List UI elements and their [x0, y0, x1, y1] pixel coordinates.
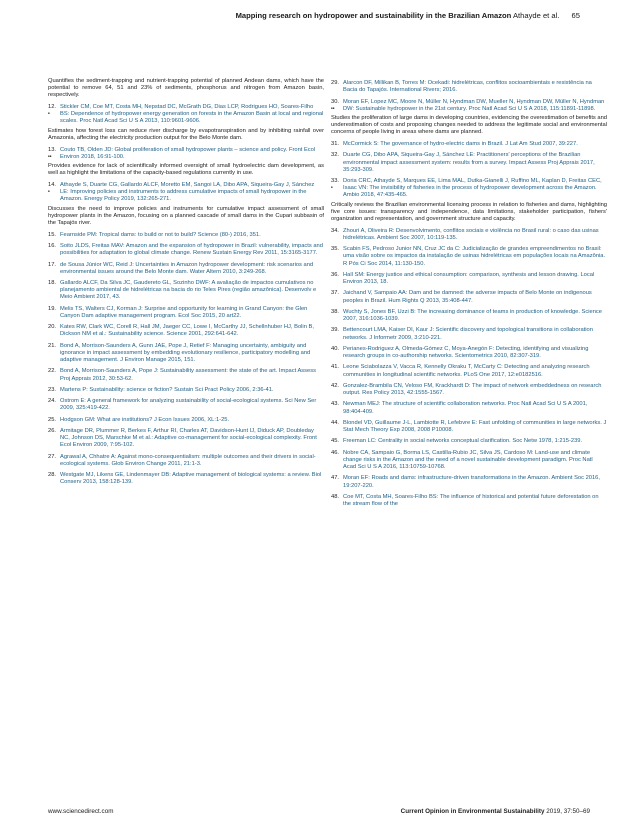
reference-number-label: 30. — [331, 98, 339, 105]
reference-citation-link[interactable]: McCormick S: The governance of hydro-electric dams in Brazil. J Lat Am Stud 2007, 39:227. — [343, 141, 578, 148]
reference-citation-link[interactable]: Scabin FS, Pedroso Junior NN, Cruz JC da C: Judicialização de grandes empreendimentos no Brasil: uma visão sobre os impactos da instalação de usinas hidrelétricas em populações locais na Amazônia. R Pós Ci Soc 2014, 11:130-150. — [343, 246, 606, 267]
reference-item — [48, 262, 324, 276]
reference-number — [331, 450, 343, 471]
reference-number — [48, 232, 60, 239]
running-header — [236, 11, 580, 20]
reference-citation-link[interactable]: Newman MEJ: The structure of scientific collaboration networks. Proc Natl Acad Sci U S A 2001, 98:404-409. — [343, 401, 588, 415]
reference-number-label: 12. — [48, 104, 56, 111]
reference-number — [331, 99, 343, 113]
reference-item — [48, 243, 324, 257]
reference-item — [48, 343, 324, 364]
reference-number — [48, 417, 60, 424]
reference-number-label: 14. — [48, 182, 56, 189]
reference-citation-link[interactable]: Duarte CG, Dibo APA, Siqueira-Gay J, Sánchez LE: Practitioners' perceptions of the Brazilian environmental impact assessment system: results from a survey. Impact Assess Proj Apprais 2017, 35:293-309. — [343, 152, 595, 173]
reference-item — [48, 417, 324, 424]
reference-number-label: 16. — [48, 243, 56, 250]
reference-citation-link[interactable]: Alarcon DF, Millikan B, Torres M: Ocekadi: hidrelétricas, conflitos socioambientais e resistência na Bacia do Tapajós. International Rivers; 2016. — [343, 80, 592, 94]
reference-number-label: 39. — [331, 327, 339, 334]
reference-item — [331, 178, 607, 199]
reference-item — [331, 141, 607, 148]
reference-number — [48, 454, 60, 468]
reference-item — [331, 290, 607, 304]
reference-citation-link[interactable]: Jaichand V, Sampaio AA: Dam and be damned: the adverse impacts of Belo Monte on indigenous peoples in Brazil. Hum Rights Q 2013, 35:408-447. — [343, 290, 592, 304]
reference-citation-link[interactable]: Zhouri A, Oliveira R: Desenvolvimento, conflitos sociais e violência no Brasil rural: o caso das usinas hidrelétricas. Ambient Soc 2007, 10:119-135. — [343, 227, 599, 241]
reference-number-label: 27. — [48, 453, 56, 460]
reference-item — [48, 368, 324, 382]
reference-number-label: 48. — [331, 493, 339, 500]
reference-citation-link[interactable]: Stickler CM, Coe MT, Costa MH, Nepstad DC, McGrath DG, Dias LCP, Rodrigues HO, Soares-Filho BS: Dependence of hydropower energy generation on forests in the Amazon Basin at local and regional scales. Proc Natl Acad Sci U S A 2013, 110:9601-9606. — [60, 104, 324, 125]
reference-item — [48, 232, 324, 239]
reference-citation-link[interactable]: Wuchty S, Jones BF, Uzzi B: The increasing dominance of teams in production of knowledge. Science 2007, 316:1036-1039. — [343, 308, 602, 323]
footer-citation: 2019, 37:50–69 — [546, 808, 590, 815]
reference-citation-link[interactable]: Gonzalez-Brambila CN, Veloso FM, Krackhardt D: The impact of network embeddedness on research output. Res Policy 2013, 42:1555-1567. — [343, 382, 602, 397]
reference-number-label: 22. — [48, 368, 56, 375]
importance-mark: • — [331, 185, 333, 192]
reference-citation-link[interactable]: Gallardo ALCF, Da Silva JC, Gaudereto GL, Sozinho DWF: A avaliação de impactos cumulativos no planejamento ambiental de hidrelétricas na bacia do rio Teles Pires (região amazônica). Desenvolv e Meio Ambient 2017, 43. — [60, 280, 317, 301]
reference-column-left — [48, 80, 324, 491]
reference-number-label: 20. — [48, 324, 56, 331]
reference-citation-link[interactable]: Moran EF: Roads and dams: infrastructure-driven transformations in the Amazon. Ambient Soc 2016, 19:207-220. — [343, 475, 600, 489]
reference-citation-link[interactable]: Blondel VD, Guillaume J-L, Lambiotte R, Lefebvre E: Fast unfolding of communities in large networks. J Stat Mech Theory Exp 2008, 2008 P10008. — [343, 419, 607, 434]
reference-number-label: 46. — [331, 449, 339, 456]
reference-annotation: Provides evidence for lack of scientifically informed oversight of small hydroelectric dam development, as well as highlight the limitations of the capacity-based regulations currently in use. — [48, 163, 324, 177]
reference-citation-link[interactable]: Westgate MJ, Likens GE, Lindenmayer DB: Adaptive management of biological systems: a review. Biol Conserv 2013, 158:128-139. — [60, 472, 322, 486]
importance-mark: • — [48, 189, 50, 196]
reference-number-label: 42. — [331, 382, 339, 389]
reference-number — [331, 401, 343, 415]
reference-citation-link[interactable]: Armitage DR, Plummer R, Berkes F, Arthur RI, Charles AT, Davidson-Hunt IJ, Diduck AP, Doubleday NC, Johnson DS, Marschke M et al.: Adaptive co-management for social-ecological complexity. Front Ecol Environ 2009, 7:95-102. — [60, 428, 317, 449]
footer-site-link[interactable]: www.sciencedirect.com — [48, 808, 114, 815]
reference-citation-link[interactable]: Leone Sciabolazza V, Vacca R, Kennelly Okraku T, McCarty C: Detecting and analyzing research communities in longitudinal scientific networks. PLoS One 2017, 12:e0182516. — [343, 364, 590, 378]
reference-citation-link[interactable]: Bettencourt LMA, Kaiser DI, Kaur J: Scientific discovery and topological transitions in collaboration networks. J Informetr 2009, 3:210-221. — [343, 327, 593, 341]
reference-item — [331, 80, 607, 94]
reference-citation-link[interactable]: Moran EF, Lopez MC, Moore N, Müller N, Hyndman DW, Mueller N, Hyndman DW, Müller N, Hyndman DW: Sustainable hydropower in the 21st century. Proc Natl Acad Sci U S A 2018, 115:11891-11898. — [343, 98, 605, 112]
reference-citation-link[interactable]: Soito JLDS, Freitas MAV: Amazon and the expansion of hydropower in Brazil: vulnerability, impacts and possibilities for adaptation to global climate change. Renew Sustain Energy Rev 2011, 15:3165-3177. — [60, 243, 323, 257]
reference-citation-link[interactable]: Agrawal A, Chhatre A: Against mono-consequentialism: multiple outcomes and their drivers in social-ecological systems. Glob Environ Change 2011, 21:1-3. — [60, 453, 316, 467]
reference-number-label: 33. — [331, 178, 339, 185]
reference-item — [331, 99, 607, 113]
reference-item — [331, 475, 607, 489]
reference-item — [331, 152, 607, 173]
reference-number-label: 19. — [48, 305, 56, 312]
reference-number — [331, 272, 343, 286]
page-footer — [48, 808, 590, 815]
reference-list-right — [331, 80, 607, 508]
reference-item — [48, 147, 324, 161]
reference-citation-link[interactable]: Ostrom E: A general framework for analyzing sustainability of social-ecological systems. Sci New Ser 2009, 325:419-422. — [60, 398, 317, 412]
reference-number — [48, 368, 60, 382]
reference-number-label: 36. — [331, 271, 339, 278]
reference-number — [331, 152, 343, 173]
reference-number-label: 31. — [331, 141, 339, 148]
reference-item — [331, 228, 607, 242]
reference-number — [331, 327, 343, 341]
reference-number — [48, 243, 60, 257]
reference-number — [331, 141, 343, 148]
reference-citation-link[interactable]: Fearnside PM: Tropical dams: to build or not to build? Science (80-) 2016, 351. — [60, 231, 261, 238]
reference-number — [331, 228, 343, 242]
annotation-intro: Quantifies the sediment-trapping and nutrient-trapping potential of planned Andean dams, which have the potential to remove 64, 51 and 23% of sediments, phosphorus and nitrogen from Amazon basin, respectively. — [48, 78, 324, 99]
reference-number — [48, 280, 60, 301]
reference-number-label: 35. — [331, 246, 339, 253]
reference-item — [48, 387, 324, 394]
reference-number-label: 45. — [331, 438, 339, 445]
reference-item — [48, 454, 324, 468]
reference-citation-link[interactable]: Athayde S, Duarte CG, Gallardo ALCF, Moretto EM, Sangoi LA, Dibo APA, Siqueira-Gay J, Sánchez LE: Improving policies and instruments to address cumulative impacts of small hydropower in the Amazon. Energy Policy 2019, 132:265-271. — [60, 182, 315, 203]
importance-mark: •• — [48, 153, 52, 160]
reference-item — [48, 104, 324, 125]
reference-number-label: 38. — [331, 308, 339, 315]
reference-number — [48, 262, 60, 276]
reference-item — [331, 383, 607, 397]
reference-number — [331, 346, 343, 360]
page-number: 65 — [571, 11, 580, 20]
reference-citation-link[interactable]: Freeman LC: Centrality in social networks conceptual clarification. Soc Netw 1978, 1:215-239. — [343, 438, 583, 445]
reference-number-label: 25. — [48, 416, 56, 423]
reference-item — [331, 401, 607, 415]
reference-item — [48, 324, 324, 338]
reference-number — [331, 494, 343, 508]
reference-number-label: 21. — [48, 342, 56, 349]
reference-item — [48, 428, 324, 449]
reference-item — [331, 346, 607, 360]
reference-column-right — [331, 80, 607, 512]
reference-number-label: 43. — [331, 401, 339, 408]
reference-number — [48, 387, 60, 394]
reference-number — [48, 398, 60, 412]
reference-number-label: 34. — [331, 227, 339, 234]
reference-item — [331, 327, 607, 341]
reference-item — [48, 306, 324, 320]
footer-journal-name: Current Opinion in Environmental Sustainability — [400, 808, 545, 815]
reference-citation-link[interactable]: Doria CRC, Athayde S, Marques EE, Lima MAL, Dutka-Gianelli J, Ruffino ML, Kaplan D, Freitas CEC, Isaac VN: The invisibility of fisheries in the process of hydropower development across the Amazon. Ambio 2018, 47:435-465. — [343, 178, 602, 199]
reference-number — [331, 309, 343, 323]
reference-citation-link[interactable]: Bond A, Morrison-Saunders A, Pope J: Sustainability assessment: the state of the art. Impact Assess Proj Apprais 2012, 30:53-62. — [60, 368, 317, 382]
running-authors: Athayde et al. — [512, 11, 560, 20]
reference-number — [331, 364, 343, 378]
importance-mark: •• — [331, 105, 335, 112]
reference-number — [331, 246, 343, 267]
reference-item — [331, 246, 607, 267]
reference-number-label: 24. — [48, 398, 56, 405]
reference-item — [331, 272, 607, 286]
reference-item — [48, 472, 324, 486]
reference-list-left — [48, 104, 324, 487]
reference-number — [48, 472, 60, 486]
reference-citation-link[interactable]: Perianes-Rodriguez A, Olmeda-Gómez C, Moya-Anegón F: Detecting, identifying and visualizing research groups in co-authorship networks. Scientometrics 2010, 82:307-319. — [343, 345, 589, 360]
reference-number — [331, 383, 343, 397]
reference-item — [48, 280, 324, 301]
reference-citation-link[interactable]: Martens P: Sustainability: science or fiction? Sustain Sci Pract Policy 2006, 2:36-41. — [60, 386, 274, 393]
reference-number — [331, 290, 343, 304]
reference-number-label: 29. — [331, 80, 339, 86]
reference-number — [48, 182, 60, 203]
reference-number — [331, 178, 343, 199]
reference-citation-link[interactable]: Kates RW, Clark WC, Corell R, Hall JM, Jaeger CC, Lowe I, McCarthy JJ, Schellnhuber HJ, Bolin B, Dickson NM et al.: Sustainability science. Science 2001, 292:641-642. — [60, 324, 314, 338]
reference-number-label: 41. — [331, 364, 339, 371]
reference-citation-link[interactable]: de Sousa Júnior WC, Reid J: Uncertainties in Amazon hydropower development: risk scenarios and environmental issues around the Belo Monte dam. Water Altern 2010, 3:249-268. — [60, 261, 314, 275]
reference-item — [331, 364, 607, 378]
reference-number — [48, 104, 60, 125]
reference-citation-link[interactable]: Couto TB, Olden JD: Global proliferation of small hydropower plants – science and policy. Front Ecol Environ 2018, 16:91-100. — [60, 146, 316, 160]
reference-number — [331, 420, 343, 434]
reference-annotation: Discusses the need to improve policies and instruments for cumulative impact assessment of small hydropower plants in the Amazon, focusing on a planned cascade of small dams in the Cupari subbasin of the Tapajós river. — [48, 205, 324, 226]
reference-number-label: 26. — [48, 428, 56, 435]
reference-item — [331, 420, 607, 434]
reference-number — [331, 438, 343, 445]
reference-number-label: 32. — [331, 152, 339, 159]
reference-item — [48, 182, 324, 203]
reference-number-label: 17. — [48, 261, 56, 268]
reference-annotation: Critically reviews the Brazilian environmental licensing process in relation to fisheries and dams, highlighting five core issues: transparency and independence, data limitations, stakeholder participation, fishers' organization and representation, and government structure and capacity. — [331, 201, 607, 223]
reference-number — [48, 324, 60, 338]
reference-number — [48, 428, 60, 449]
reference-number — [331, 80, 343, 94]
reference-item — [331, 438, 607, 445]
reference-annotation: Studies the proliferation of large dams in developing countries, evidencing the overestimation of benefits and underestimation of costs and proposing changes needed to address the legitimate social and environmental concerns of people living in areas where dams are planned. — [331, 115, 607, 136]
reference-annotation: Estimates how forest loss can reduce river discharge by evapotranspiration and by inhibiting rainfall over Amazonia, affecting the electricity production output for the Belo Monte dam. — [48, 127, 324, 141]
reference-number-label: 44. — [331, 419, 339, 426]
reference-number-label: 23. — [48, 386, 56, 393]
reference-item — [331, 450, 607, 471]
reference-number — [48, 147, 60, 161]
reference-item — [48, 398, 324, 412]
reference-number-label: 37. — [331, 290, 339, 297]
reference-number-label: 47. — [331, 475, 339, 482]
reference-number-label: 15. — [48, 231, 56, 238]
reference-number-label: 13. — [48, 146, 56, 153]
reference-citation-link[interactable]: Melis TS, Walters CJ, Korman J: Surprise and opportunity for learning in Grand Canyon: the Glen Canyon Dam adaptive management program. Ecol Soc 2015, 20 art22. — [60, 305, 308, 319]
importance-mark: • — [48, 111, 50, 118]
reference-item — [331, 309, 607, 323]
reference-number-label: 28. — [48, 472, 56, 479]
reference-citation-link[interactable]: Nobre CA, Sampaio G, Borma LS, Castilla-Rubio JC, Silva JS, Cardoso M: Land-use and climate change risks in the Amazon and the need of a novel sustainable development paradigm. Proc Natl Acad Sci U S A 2016, 113:10759-10768. — [343, 449, 593, 471]
running-title: Mapping research on hydropower and sustainability in the Brazilian Amazon — [235, 11, 512, 20]
reference-citation-link[interactable]: Hodgson GM: What are institutions? J Econ Issues 2006, XL:1-25. — [60, 416, 230, 423]
footer-journal — [401, 808, 590, 815]
reference-number-label: 18. — [48, 280, 56, 287]
reference-number — [48, 343, 60, 364]
reference-citation-link[interactable]: Coe MT, Costa MH, Soares-Filho BS: The influence of historical and potential future deforestation on the stream flow of the — [343, 493, 599, 508]
reference-citation-link[interactable]: Bond A, Morrison-Saunders A, Gunn JAE, Pope J, Retief F: Managing uncertainty, ambiguity and ignorance in impact assessment by embedding evolutionary resilience, participatory modelling and adaptive management. J Environ Manage 2015, 151. — [60, 342, 311, 364]
reference-item — [331, 494, 607, 508]
reference-number — [48, 306, 60, 320]
reference-citation-link[interactable]: Hall SM: Energy justice and ethical consumption: comparison, synthesis and lesson drawing. Local Environ 2013, 18. — [343, 271, 595, 286]
reference-number — [331, 475, 343, 489]
reference-number-label: 40. — [331, 345, 339, 352]
